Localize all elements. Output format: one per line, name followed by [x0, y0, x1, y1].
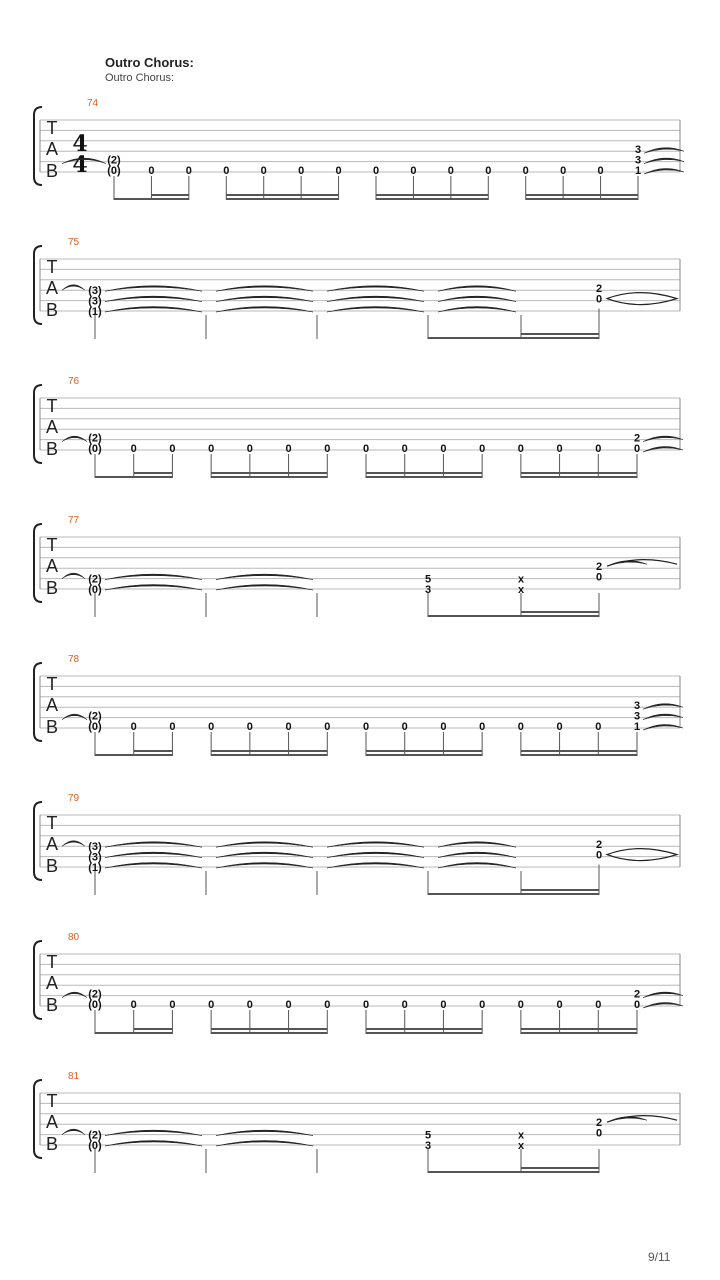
tie-arc: [62, 1129, 85, 1135]
system-bracket: [34, 385, 42, 463]
tie-arc: [643, 1002, 683, 1008]
beam: [226, 194, 338, 196]
fret-number: (2): [88, 573, 102, 586]
tab-letter-t: T: [46, 535, 58, 555]
beam: [428, 1171, 599, 1173]
fret-number: 5: [424, 573, 432, 586]
fret-number: 3: [634, 144, 642, 157]
tie-arc: [607, 849, 677, 861]
tie-arc: [643, 992, 683, 998]
fret-number: 3: [424, 584, 432, 596]
tie-arc: [643, 714, 683, 720]
measure-number: 78: [68, 654, 80, 665]
fret-number: 0: [597, 165, 604, 177]
fret-number: 0: [362, 443, 370, 455]
fret-number: (2): [107, 154, 121, 167]
fret-number: 2: [595, 839, 603, 852]
fret-number: 0: [208, 999, 215, 1011]
fret-number: 3: [633, 710, 641, 723]
tab-letter-b: B: [45, 717, 59, 737]
fret-number: 0: [169, 443, 176, 455]
beam: [134, 750, 173, 752]
beam: [151, 194, 188, 196]
fret-number: 0: [169, 999, 176, 1011]
beam: [428, 337, 599, 339]
tab-letter-t: T: [46, 813, 58, 833]
fret-number: (2): [88, 988, 102, 1001]
tie-arc: [62, 573, 85, 579]
beam: [521, 750, 637, 752]
measure-number: 80: [68, 932, 80, 943]
tab-letter-t: T: [46, 952, 58, 972]
beam: [366, 1032, 482, 1034]
tie-arc: [62, 841, 85, 847]
beam: [95, 1032, 172, 1034]
measure-number: 74: [87, 98, 99, 109]
fret-number: 0: [401, 443, 408, 455]
beam: [521, 333, 599, 335]
fret-number: 0: [595, 1127, 603, 1140]
tab-letter-b: B: [45, 161, 59, 181]
tab-letter-b: B: [45, 300, 59, 320]
beam: [211, 750, 327, 752]
fret-number: 0: [130, 443, 137, 455]
fret-number: 0: [185, 165, 192, 177]
fret-number: 0: [440, 721, 447, 733]
fret-number: 0: [324, 721, 331, 733]
fret-number: (3): [88, 841, 102, 854]
fret-number: 0: [372, 165, 380, 177]
fret-number: 3: [634, 154, 642, 167]
fret-number: 0: [169, 721, 176, 733]
fret-number: 0: [556, 443, 563, 455]
measure-number: 77: [68, 515, 80, 526]
beam: [376, 194, 488, 196]
tie-arc: [62, 285, 85, 291]
dead-note: x: [517, 584, 525, 596]
tab-letter-t: T: [46, 396, 58, 416]
tab-letter-b: B: [45, 856, 59, 876]
fret-number: 0: [285, 721, 292, 733]
tie-arc: [643, 436, 683, 442]
fret-number: 0: [522, 165, 529, 177]
fret-number: 0: [362, 721, 370, 733]
beam: [366, 476, 482, 478]
tie-arc: [62, 714, 87, 720]
beam: [521, 754, 637, 756]
tie-arc: [643, 724, 683, 730]
time-signature-denominator: 4: [72, 152, 88, 178]
dead-note: x: [517, 1129, 525, 1142]
tie-arc: [643, 446, 683, 452]
fret-number: 0: [440, 999, 447, 1011]
beam: [114, 198, 189, 200]
tab-letter-a: A: [45, 556, 59, 576]
fret-number: 0: [517, 443, 524, 455]
fret-number: 0: [130, 999, 137, 1011]
fret-number: 0: [260, 165, 267, 177]
fret-number: 0: [335, 165, 342, 177]
tie-arc: [62, 992, 87, 998]
tab-letter-a: A: [45, 417, 59, 437]
fret-number: (2): [88, 432, 102, 445]
beam: [211, 1028, 327, 1030]
tie-arc: [607, 293, 677, 305]
tie-arc: [644, 168, 684, 174]
fret-number: (0): [88, 584, 102, 596]
beam: [226, 198, 338, 200]
tab-letter-b: B: [45, 995, 59, 1015]
fret-number: 0: [223, 165, 230, 177]
fret-number: (0): [88, 1140, 102, 1152]
tab-letter-a: A: [45, 139, 59, 159]
fret-number: 2: [633, 432, 641, 445]
fret-number: (1): [88, 862, 102, 874]
measure-number: 75: [68, 237, 80, 248]
beam: [134, 472, 173, 474]
fret-number: 0: [595, 999, 602, 1011]
system-bracket: [34, 1080, 42, 1158]
fret-number: (3): [88, 851, 102, 864]
beam: [428, 615, 599, 617]
fret-number: (1): [88, 306, 102, 318]
fret-number: 0: [285, 999, 292, 1011]
fret-number: 0: [208, 443, 215, 455]
tab-letter-t: T: [46, 1091, 58, 1111]
beam: [428, 893, 599, 895]
tab-letter-a: A: [45, 278, 59, 298]
fret-number: 1: [634, 165, 642, 177]
fret-number: 0: [208, 721, 215, 733]
fret-number: 0: [447, 165, 454, 177]
time-signature-numerator: 4: [72, 131, 88, 157]
tie-arc: [644, 148, 684, 154]
page-number: 9/11: [648, 1250, 671, 1264]
fret-number: 0: [246, 999, 253, 1011]
fret-number: 1: [633, 721, 641, 733]
fret-number: 3: [424, 1140, 432, 1152]
fret-number: 0: [479, 999, 486, 1011]
system-bracket: [34, 941, 42, 1019]
tie-arc: [644, 158, 684, 164]
fret-number: (0): [88, 443, 102, 455]
fret-number: 0: [595, 571, 603, 584]
fret-number: 0: [246, 721, 253, 733]
beam: [211, 1032, 327, 1034]
fret-number: 0: [440, 443, 447, 455]
fret-number: 0: [556, 999, 563, 1011]
beam: [211, 476, 327, 478]
measure-number: 76: [68, 376, 80, 387]
tie-arc: [62, 436, 87, 442]
beam: [521, 889, 599, 891]
tab-letter-b: B: [45, 578, 59, 598]
fret-number: 0: [479, 721, 486, 733]
fret-number: 0: [595, 293, 603, 306]
beam: [95, 476, 172, 478]
beam: [521, 1167, 599, 1169]
fret-number: 0: [285, 443, 292, 455]
fret-number: (0): [88, 721, 102, 733]
system-bracket: [34, 802, 42, 880]
fret-number: 2: [595, 561, 603, 574]
beam: [366, 754, 482, 756]
beam: [366, 472, 482, 474]
fret-number: (3): [88, 285, 102, 298]
fret-number: 0: [324, 443, 331, 455]
system-bracket: [34, 107, 42, 185]
fret-number: 0: [130, 721, 137, 733]
fret-number: 0: [633, 999, 641, 1011]
fret-number: 0: [479, 443, 486, 455]
tie-arc: [643, 704, 683, 710]
fret-number: 0: [517, 721, 524, 733]
beam: [211, 472, 327, 474]
measure-number: 79: [68, 793, 80, 804]
system-bracket: [34, 663, 42, 741]
beam: [211, 754, 327, 756]
fret-number: 0: [410, 165, 417, 177]
fret-number: 0: [485, 165, 492, 177]
beam: [521, 1032, 637, 1034]
fret-number: (2): [88, 1129, 102, 1142]
fret-number: 0: [324, 999, 331, 1011]
tab-letter-t: T: [46, 257, 58, 277]
fret-number: 0: [362, 999, 370, 1011]
fret-number: 0: [298, 165, 305, 177]
fret-number: 0: [401, 999, 408, 1011]
fret-number: 0: [148, 165, 155, 177]
dead-note: x: [517, 573, 525, 586]
fret-number: (0): [88, 999, 102, 1011]
fret-number: 0: [246, 443, 253, 455]
tab-letter-a: A: [45, 695, 59, 715]
system-bracket: [34, 524, 42, 602]
fret-number: 2: [633, 988, 641, 1001]
fret-number: 2: [595, 1117, 603, 1130]
fret-number: 0: [517, 999, 524, 1011]
tab-letter-a: A: [45, 834, 59, 854]
fret-number: (0): [107, 165, 121, 177]
tab-letter-b: B: [45, 1134, 59, 1154]
fret-number: 0: [401, 721, 408, 733]
beam: [366, 1028, 482, 1030]
measure-number: 81: [68, 1071, 80, 1082]
tab-letter-t: T: [46, 118, 58, 138]
beam: [376, 198, 488, 200]
beam: [521, 472, 637, 474]
fret-number: (2): [88, 710, 102, 723]
fret-number: 0: [556, 721, 563, 733]
section-subtitle: Outro Chorus:: [105, 72, 175, 84]
system-bracket: [34, 246, 42, 324]
beam: [521, 611, 599, 613]
fret-number: 0: [560, 165, 567, 177]
fret-number: 0: [595, 849, 603, 862]
beam: [521, 476, 637, 478]
beam: [526, 194, 638, 196]
fret-number: 0: [633, 443, 641, 455]
dead-note: x: [517, 1140, 525, 1152]
fret-number: (3): [88, 295, 102, 308]
beam: [366, 750, 482, 752]
section-title: Outro Chorus:: [105, 55, 194, 70]
tab-letter-a: A: [45, 973, 59, 993]
beam: [95, 754, 172, 756]
fret-number: 0: [595, 721, 602, 733]
fret-number: 5: [424, 1129, 432, 1142]
tab-letter-a: A: [45, 1112, 59, 1132]
beam: [526, 198, 638, 200]
fret-number: 3: [633, 700, 641, 713]
tab-letter-t: T: [46, 674, 58, 694]
fret-number: 2: [595, 283, 603, 296]
beam: [521, 1028, 637, 1030]
tab-letter-b: B: [45, 439, 59, 459]
fret-number: 0: [595, 443, 602, 455]
beam: [134, 1028, 173, 1030]
